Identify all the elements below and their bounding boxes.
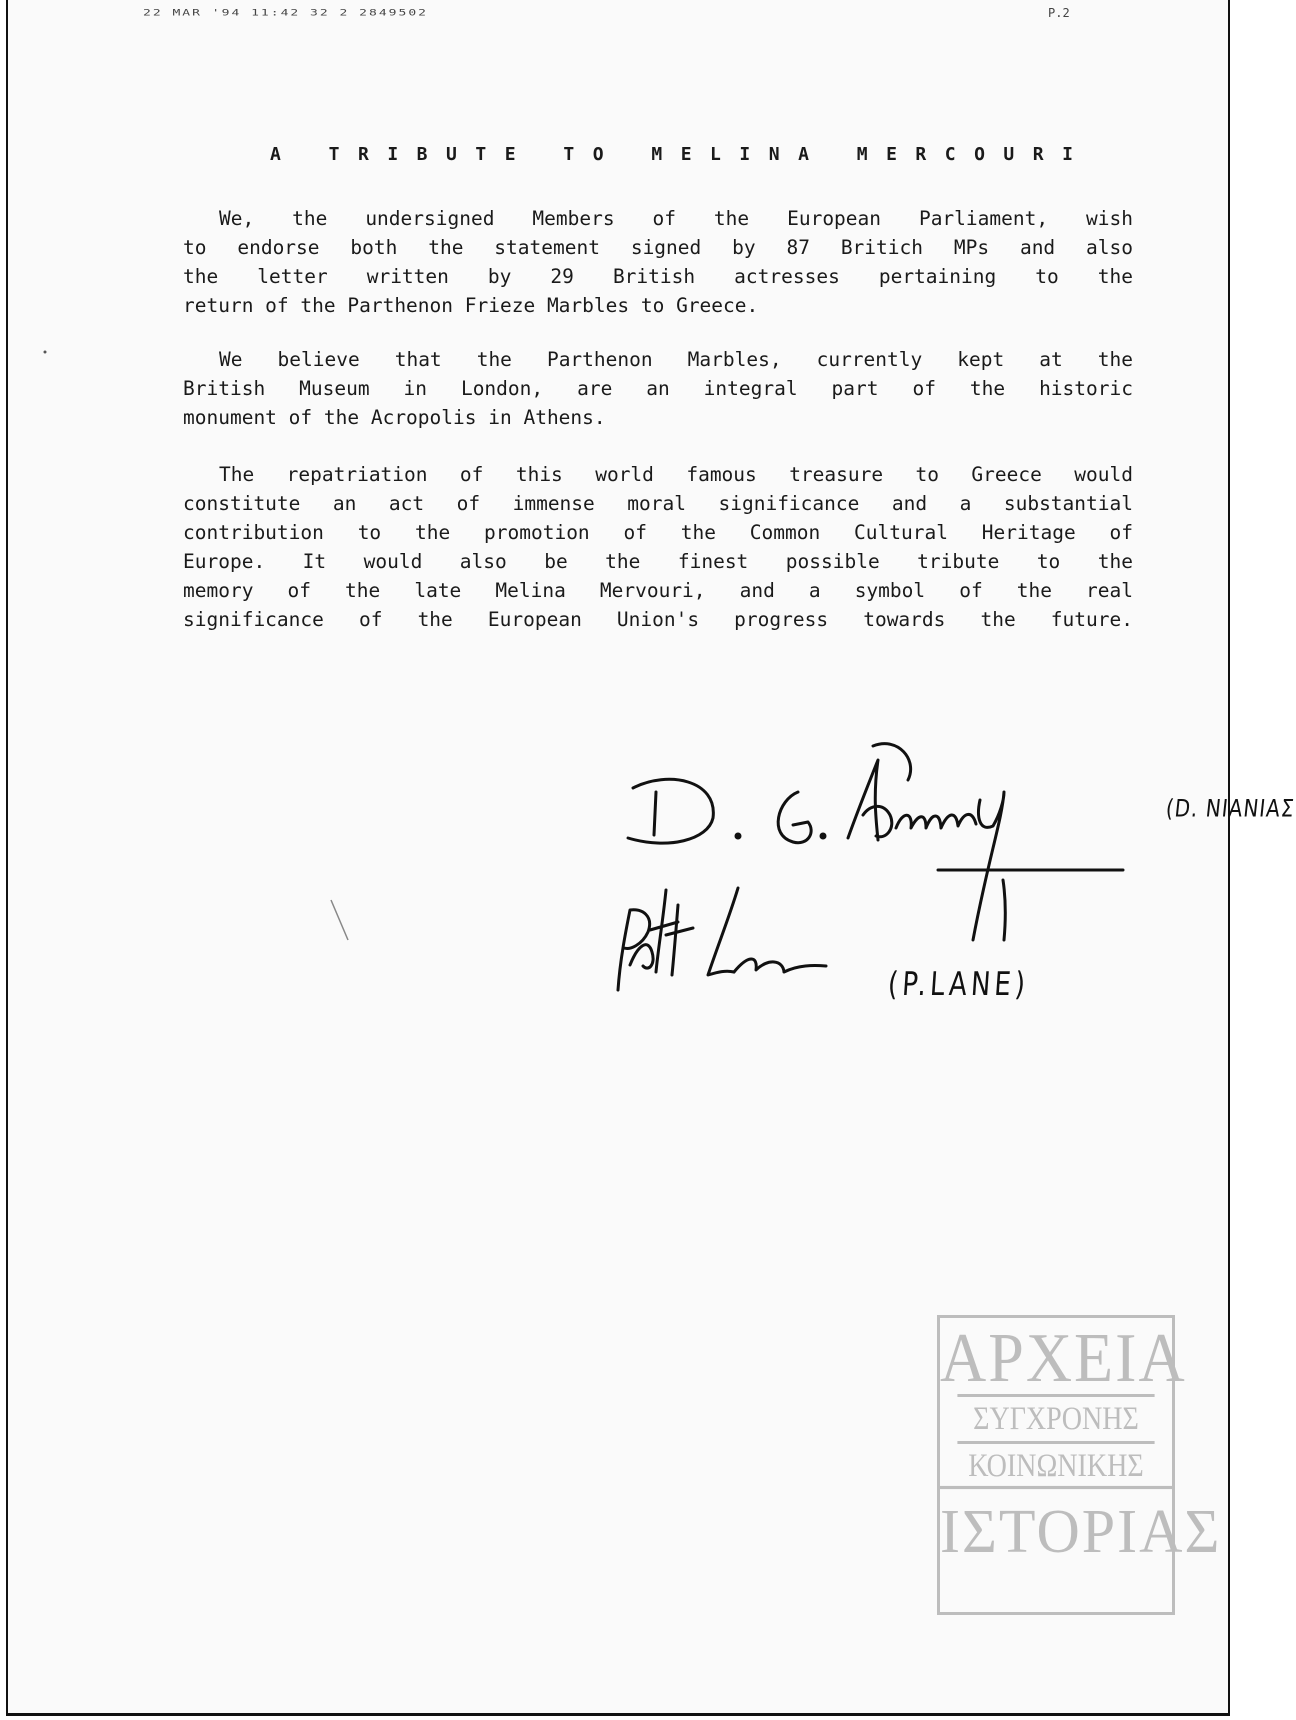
stamp-line-history: ΙΣΤΟΡΙΑΣ [940,1486,1172,1573]
fax-page-number: P.2 [1048,6,1070,20]
paragraph-line: monument of the Acropolis in Athens. [183,406,606,429]
paragraph-line: contribution to the promotion of the Common Cultural Heritage of [183,521,1133,544]
stamp-line-archives: ΑΡΧΕΙΑ [940,1318,1187,1397]
signature-1-printed-name: (D. NIANIAΣ [1164,793,1296,823]
paragraph-line: The repatriation of this world famous treasure to Greece would [219,463,1133,486]
paragraph-line: Europe. It would also be the finest possible tribute to the [183,550,1133,573]
stamp-line-contemporary: ΣΥΓΧΡΟΝΗΣ [957,1394,1154,1441]
paragraph-line: British Museum in London, are an integral part of the historic [183,377,1133,400]
paragraph-line: the letter written by 29 British actresses pertaining to the [183,265,1133,288]
document-title: A TRIBUTE TO MELINA MERCOURI [270,144,1092,165]
scan-specks [8,0,1232,1716]
paragraph-line: memory of the late Melina Mervouri, and a symbol of the real [183,579,1133,602]
paragraph-line: We believe that the Parthenon Marbles, currently kept at the [219,348,1133,371]
scan-mark [44,351,47,354]
paragraph-line: to endorse both the statement signed by 87 Britich MPs and also [183,236,1133,259]
paragraph-line: return of the Parthenon Frieze Marbles to Greece. [183,294,759,317]
signature-2-printed-name: (P.LANE) [886,966,1031,1004]
stamp-line-social: ΚΟΙΝΩΝΙΚΗΣ [957,1441,1154,1488]
scan-mark [331,900,348,940]
document-page [6,0,1296,1716]
paragraph-line: constitute an act of immense moral significance and a substantial [183,492,1133,515]
fax-transmission-header: 22 MAR '94 11:42 32 2 2849502 [143,8,428,19]
paragraph-line: significance of the European Union's progress towards the future. [183,608,1133,631]
paragraph-line: We, the undersigned Members of the European Parliament, wish [219,207,1133,230]
